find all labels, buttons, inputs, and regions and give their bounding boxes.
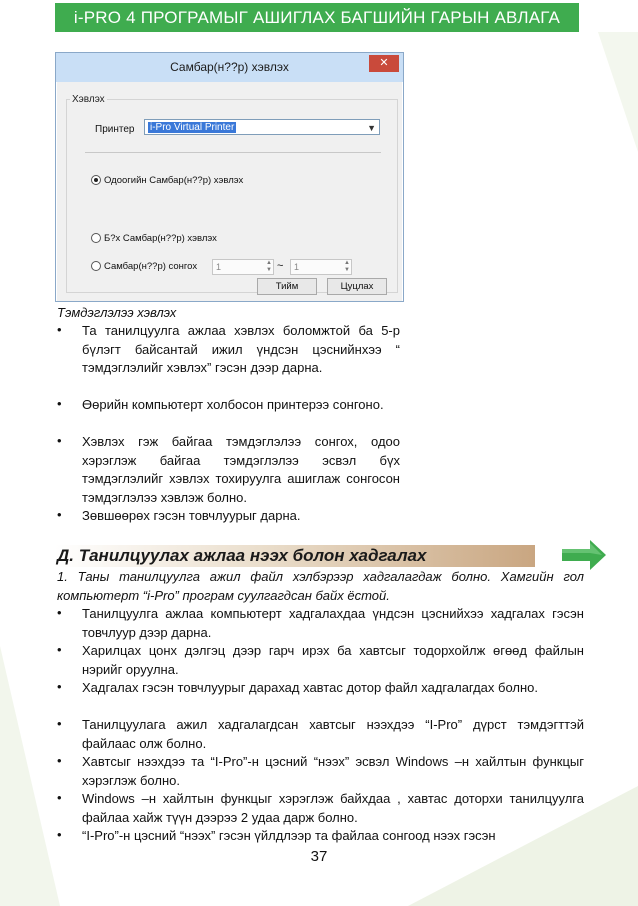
chevron-down-icon: ▼ xyxy=(367,123,376,133)
divider xyxy=(85,152,381,153)
section-bullet-5: Хавтсыг нээхдээ та “I-Pro”-н цэсний “нээх” эсвэл Windows –н хайлтын функцыг хэрэглэж болно. xyxy=(82,754,584,788)
section-bullet-2: Харилцах цонх дэлгэц дээр гарч ирэх ба хавтсыг тодорхойлж өгөөд файлын нэрийг оруулна. xyxy=(82,643,584,677)
ok-button[interactable]: Тийм xyxy=(257,278,317,295)
printer-label: Принтер xyxy=(95,124,135,135)
radio-all-label: Б?х Самбар(н??р) хэвлэх xyxy=(104,233,217,244)
page-header: i-PRO 4 ПРОГРАМЫГ АШИГЛАХ БАГШИЙН ГАРЫН АВЛАГА xyxy=(55,3,579,32)
radio-all[interactable] xyxy=(91,232,217,246)
bullet: • xyxy=(57,322,62,337)
bullet: • xyxy=(57,507,62,522)
decor-triangle-top-right xyxy=(598,32,638,152)
section-bullet-3: Хадгалах гэсэн товчлуурыг дарахад хавтас дотор файл хадгалагдах болно. xyxy=(82,680,539,695)
bullet: • xyxy=(57,753,62,768)
bullet: • xyxy=(57,790,62,805)
section-intro: 1. Таны танилцуулга ажил файл хэлбэрээр хадгалагдаж болно. Хамгийн гол компьютерт “i-Pro” програм суулгагдсан байх ёстой. xyxy=(57,569,584,603)
section-bullet-7: “I-Pro”-н цэсний “нээх” гэсэн үйлдлээр та файлаа сонгоод нээх гэсэн xyxy=(82,828,496,843)
radio-empty-icon xyxy=(91,261,101,271)
cancel-button[interactable]: Цуцлах xyxy=(327,278,387,295)
notes-bullet-1: Та танилцуулга ажлаа хэвлэх боломжтой ба 5-р бүлэгт байсантай ижил үндсэн цэснийнхээ “ тэмдэглэлийг хэвлэх” гэсэн дээр дарна. xyxy=(82,323,400,375)
bullet: • xyxy=(57,679,62,694)
spin-to-value: 1 xyxy=(294,262,300,272)
print-dialog-screenshot xyxy=(55,52,404,302)
notes-heading: Тэмдэглэлээ хэвлэх xyxy=(57,305,177,320)
group-label: Хэвлэх xyxy=(72,94,105,105)
page-number: 37 xyxy=(310,848,328,865)
spin-from[interactable] xyxy=(212,259,274,275)
notes-bullet-4: Зөвшөөрөх гэсэн товчлуурыг дарна. xyxy=(82,508,301,523)
dialog-body xyxy=(57,82,402,301)
spin-from-value: 1 xyxy=(216,262,222,272)
section-bullet-1: Танилцуулга ажлаа компьютерт хадгалахдаа үндсэн цэснийхээ хадгалах гэсэн товчлуур дээр дарна. xyxy=(82,606,584,640)
spin-arrows-icon[interactable]: ▲ ▼ xyxy=(344,260,350,273)
radio-selected-icon xyxy=(91,175,101,185)
radio-select[interactable] xyxy=(91,260,197,274)
printer-select[interactable] xyxy=(144,119,380,135)
dialog-title: Самбар(н??р) хэвлэх xyxy=(170,60,289,74)
range-tilde: ~ xyxy=(277,260,284,272)
printer-value: i-Pro Virtual Printer xyxy=(150,122,235,133)
bullet: • xyxy=(57,396,62,411)
radio-current[interactable] xyxy=(91,174,243,188)
bullet: • xyxy=(57,433,62,448)
section-bullet-6: Windows –н хайлтын функцыг хэрэглэж байхдаа , хавтас доторхи танилцуулга файлаа хайж түүн дээрээ 2 удаа дарж болно. xyxy=(82,791,584,825)
bullet: • xyxy=(57,605,62,620)
radio-empty-icon xyxy=(91,233,101,243)
notes-bullet-2: Өөрийн компьютерт холбосон принтерээ сонгоно. xyxy=(82,397,384,412)
spin-to[interactable] xyxy=(290,259,352,275)
bullet: • xyxy=(57,827,62,842)
close-icon[interactable]: ✕ xyxy=(369,55,399,72)
radio-current-label: Одоогийн Самбар(н??р) хэвлэх xyxy=(104,175,244,186)
arrow-right-icon xyxy=(562,540,606,570)
notes-bullet-3: Хэвлэх гэж байгаа тэмдэглэлээ сонгох, одоо хэрэглэж байгаа тэмдэглэлээ эсвэл бүх тэмдэглэлийг хэвлэх тохируулга ашиглаж сонгосон тэмдэглэлээ хэвлэж болно. xyxy=(82,434,400,505)
decor-triangle-bottom-left xyxy=(0,646,60,906)
section-title: Д. Танилцуулах ажлаа нээх болон хадгалах xyxy=(57,546,427,565)
bullet: • xyxy=(57,716,62,731)
radio-select-label: Самбар(н??р) сонгох xyxy=(104,261,198,272)
section-bullet-4: Танилцуулагa ажил хадгалагдсан хавтсыг нээхдээ “I-Pro” дүрст тэмдэгттэй файлаас олж болно. xyxy=(82,717,584,751)
spin-arrows-icon[interactable]: ▲ ▼ xyxy=(266,260,272,273)
bullet: • xyxy=(57,642,62,657)
